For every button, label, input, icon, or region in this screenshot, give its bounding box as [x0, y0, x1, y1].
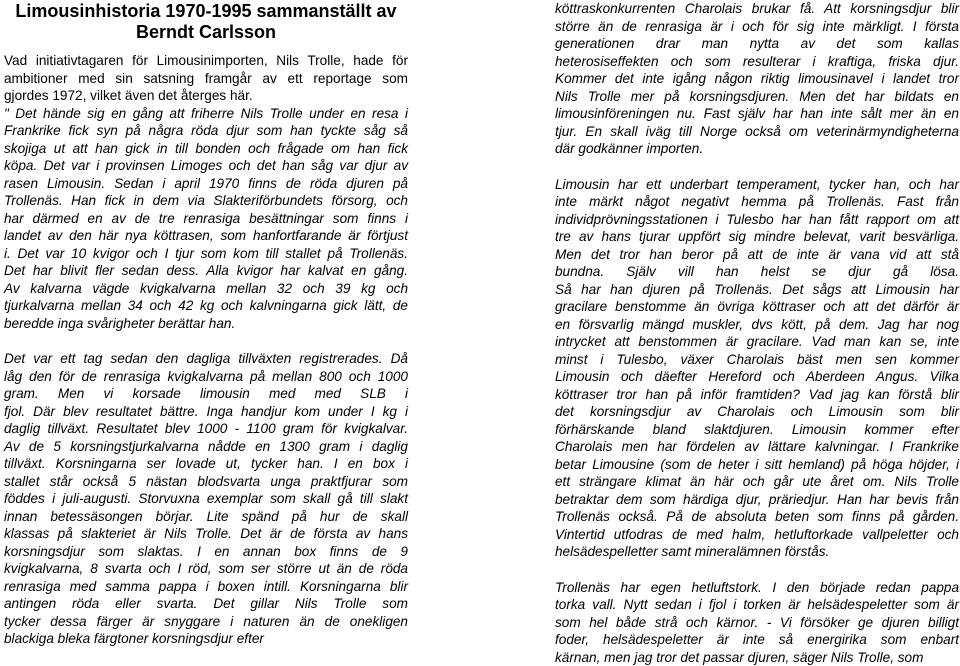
- text-line: bundna. Själv vill han helst se djur gå lösa.: [555, 263, 959, 281]
- text-line: ambitioner med sin satsning framgår av ett reportage som: [4, 70, 408, 88]
- text-line: en försvarlig mängd muskler, dvs kött, på dem. Jag har nog: [555, 316, 959, 334]
- text-line: gram. Men vi korsade limousin med med SLB i: [4, 385, 408, 403]
- paragraph: [4, 105, 408, 333]
- text-line: heterosiseffekten och som resulterar i kraftiga, friska djur.: [555, 53, 959, 71]
- text-line: större än de renrasiga är i och för sig inte märkligt. I första: [555, 18, 959, 36]
- text-line: inte märkt något negativt hemma på Trollenäs. Fast från: [555, 193, 959, 211]
- text-line: limousinföreningen nu. Fast själv har han inte sålt mer än en: [555, 105, 959, 123]
- text-line: köttraser tror han på inför framtiden? Vad jag kan förstå blir: [555, 386, 959, 404]
- text-line: kvigkalvarna, 8 svarta och I röd, som ser större ut än de röda: [4, 560, 408, 578]
- text-line: Så har han djuren på Trollenäs. Det sågs att Limousin har: [555, 281, 959, 299]
- text-line: tycker dessa färger är snyggare i naturen än de onekligen: [4, 613, 408, 631]
- text-line: korsningsdjur som slaktas. I en annan box finns de 9: [4, 543, 408, 561]
- text-line: stallet står också 5 nästan blodsvarta unga praktfjurar som: [4, 473, 408, 491]
- text-line: Limousin har ett underbart temperament, tycker han, och har: [555, 176, 959, 194]
- paragraph: [555, 579, 959, 666]
- intro-paragraph: [4, 52, 408, 105]
- text-line: Det var ett tag sedan den dagliga tillväxten registrerades. Då: [4, 350, 408, 368]
- right-column: [555, 0, 959, 666]
- document-title: [4, 1, 408, 43]
- text-line: tre av hans tjurar uppfört sig mindre belevat, varit besvärliga.: [555, 228, 959, 246]
- text-line: minst i Tulesbo, växer Charolais bäst men sen kommer: [555, 351, 959, 369]
- text-line: klassas på slakteriet är Nils Trolle. Det är de första av hans: [4, 525, 408, 543]
- text-line: Det har blivit fler sedan dess. Alla kvigor har kalvat en gång.: [4, 262, 408, 280]
- text-line: Limousin och däefter Hereford och Aberdeen Angus. Vilka: [555, 368, 959, 386]
- text-line: rasen Limousin. Sedan i april 1970 finns de röda djuren på: [4, 175, 408, 193]
- text-line: har därmed en av de tre renrasiga besättningar som finns i: [4, 210, 408, 228]
- text-line: som hel både strå och kärnor. - Vi försöker ge djuren billigt: [555, 614, 959, 632]
- text-line: generationen drar man nytta av det som kallas: [555, 35, 959, 53]
- text-line: innan betessäsongen börjar. Lite spänd på hur de skall: [4, 508, 408, 526]
- text-line: förhärskande bland slaktdjuren. Limousin kommer efter: [555, 421, 959, 439]
- paragraph: [4, 350, 408, 648]
- text-line: låg den för de renrasiga kvigkalvarna på mellan 800 och 1000: [4, 368, 408, 386]
- text-line: ett strängare klimat än här och går ute året om. Nils Trolle: [555, 473, 959, 491]
- text-line: antingen röda eller svarta. Det gillar Nils Trolle som: [4, 595, 408, 613]
- text-line: landet av den här nya köttrasen, som hanfortfarande är förtjust: [4, 227, 408, 245]
- title-line: Limousinhistoria 1970-1995 sammanställt av: [4, 1, 408, 22]
- text-line: kärnan, men jag tror det passar djuren, säger Nils Trolle, som: [555, 649, 959, 666]
- text-line: Charolais men har fördelen av lättare kalvningar. I Frankrike: [555, 438, 959, 456]
- text-line: tjur. En skall iväg till Norge också om veterinärmyndigheterna: [555, 123, 959, 141]
- text-line: blackiga bleka färgtoner korsningsdjur efter: [4, 630, 408, 648]
- text-line: Vintertid utfodras de med halm, hetluftorkade vallpeletter och: [555, 526, 959, 544]
- text-line: " Det hände sig en gång att friherre Nils Trolle under en resa i: [4, 105, 408, 123]
- text-line: Men det tror han beror på att de inte är vana vid att stå: [555, 246, 959, 264]
- text-line: intrycket att benstommen är gracilare. Vad man kan se, inte: [555, 333, 959, 351]
- text-line: gracilare benstomme än övriga köttraser och att det därför är: [555, 298, 959, 316]
- text-line: Trollenäs har egen hetluftstork. I den började redan pappa: [555, 579, 959, 597]
- text-line: Av kalvarna vägde kvigkalvarna mellan 32 och 39 kg och: [4, 280, 408, 298]
- text-line: tillväxt. Korsningarna ser lovade ut, tycker han. I en box i: [4, 455, 408, 473]
- text-line: torka vall. Nytt sedan i fjol i torken är helsädespeletter som är: [555, 596, 959, 614]
- text-line: fjol. Där blev resultatet bättre. Inga handjur kom under I kg i: [4, 403, 408, 421]
- text-line: Kommer det inte igång någon riktig limousinavel i landet tror: [555, 70, 959, 88]
- paragraph: [555, 176, 959, 561]
- text-line: Vad initiativtagaren för Limousinimporten, Nils Trolle, hade för: [4, 52, 408, 70]
- text-line: Nils Trolle mer på korsningsdjuren. Men det har bildats en: [555, 88, 959, 106]
- title-line: Berndt Carlsson: [4, 22, 408, 43]
- left-column: [4, 0, 408, 648]
- text-line: köpa. Det var i provinsen Limoges och det han såg var djur av: [4, 157, 408, 175]
- text-line: foder, helsädespeletter är inte så energirika som enbart: [555, 631, 959, 649]
- text-line: Trollenäs också. På de absoluta beten som finns på gården.: [555, 508, 959, 526]
- text-line: betraktar dem som härdiga djur, präriedjur. Han har bevis från: [555, 491, 959, 509]
- text-line: helsädespelletter samt mineralämnen förstås.: [555, 543, 959, 561]
- text-line: Trollenäs. Han fick in dem via Slakteriförbundets försorg, och: [4, 192, 408, 210]
- text-line: skojiga ut att han gick in till bonden och frågade om han fick: [4, 140, 408, 158]
- text-line: där godkänner importen.: [555, 140, 959, 158]
- text-line: tjurkalvarna mellan 34 och 42 kg och kalvningarna gick lätt, de: [4, 297, 408, 315]
- text-line: betar Limousine (som de heter i sitt hemland) på höga höjder, i: [555, 456, 959, 474]
- text-line: i. Det var 10 kvigor och I tjur som kom till stallet på Trollenäs.: [4, 245, 408, 263]
- text-line: gjordes 1972, vilket även det återges här.: [4, 87, 408, 105]
- text-line: beredde inga svårigheter berättar han.: [4, 315, 408, 333]
- paragraph: [555, 0, 959, 158]
- text-line: daglig tillväxt. Resultatet blev 1000 - 1100 gram för kvigkalvar.: [4, 420, 408, 438]
- text-line: föddes i juli-augusti. Storvuxna exemplar som skall gå till slakt: [4, 490, 408, 508]
- text-line: individprövningsstationen i Tulesbo har han fått rapport om att: [555, 211, 959, 229]
- text-line: Frankrike fick syn på några röda djur som han tyckte såg så: [4, 122, 408, 140]
- text-line: köttraskonkurrenten Charolais brukar få. Att korsningsdjur blir: [555, 0, 959, 18]
- text-line: renrasiga med samma pappa i boxen intill. Korsningarna blir: [4, 578, 408, 596]
- text-line: det korsningsdjur av Charolais och Limousin som blir: [555, 403, 959, 421]
- text-line: Av de 5 korsningstjurkalvarna nådde en 1300 gram i daglig: [4, 438, 408, 456]
